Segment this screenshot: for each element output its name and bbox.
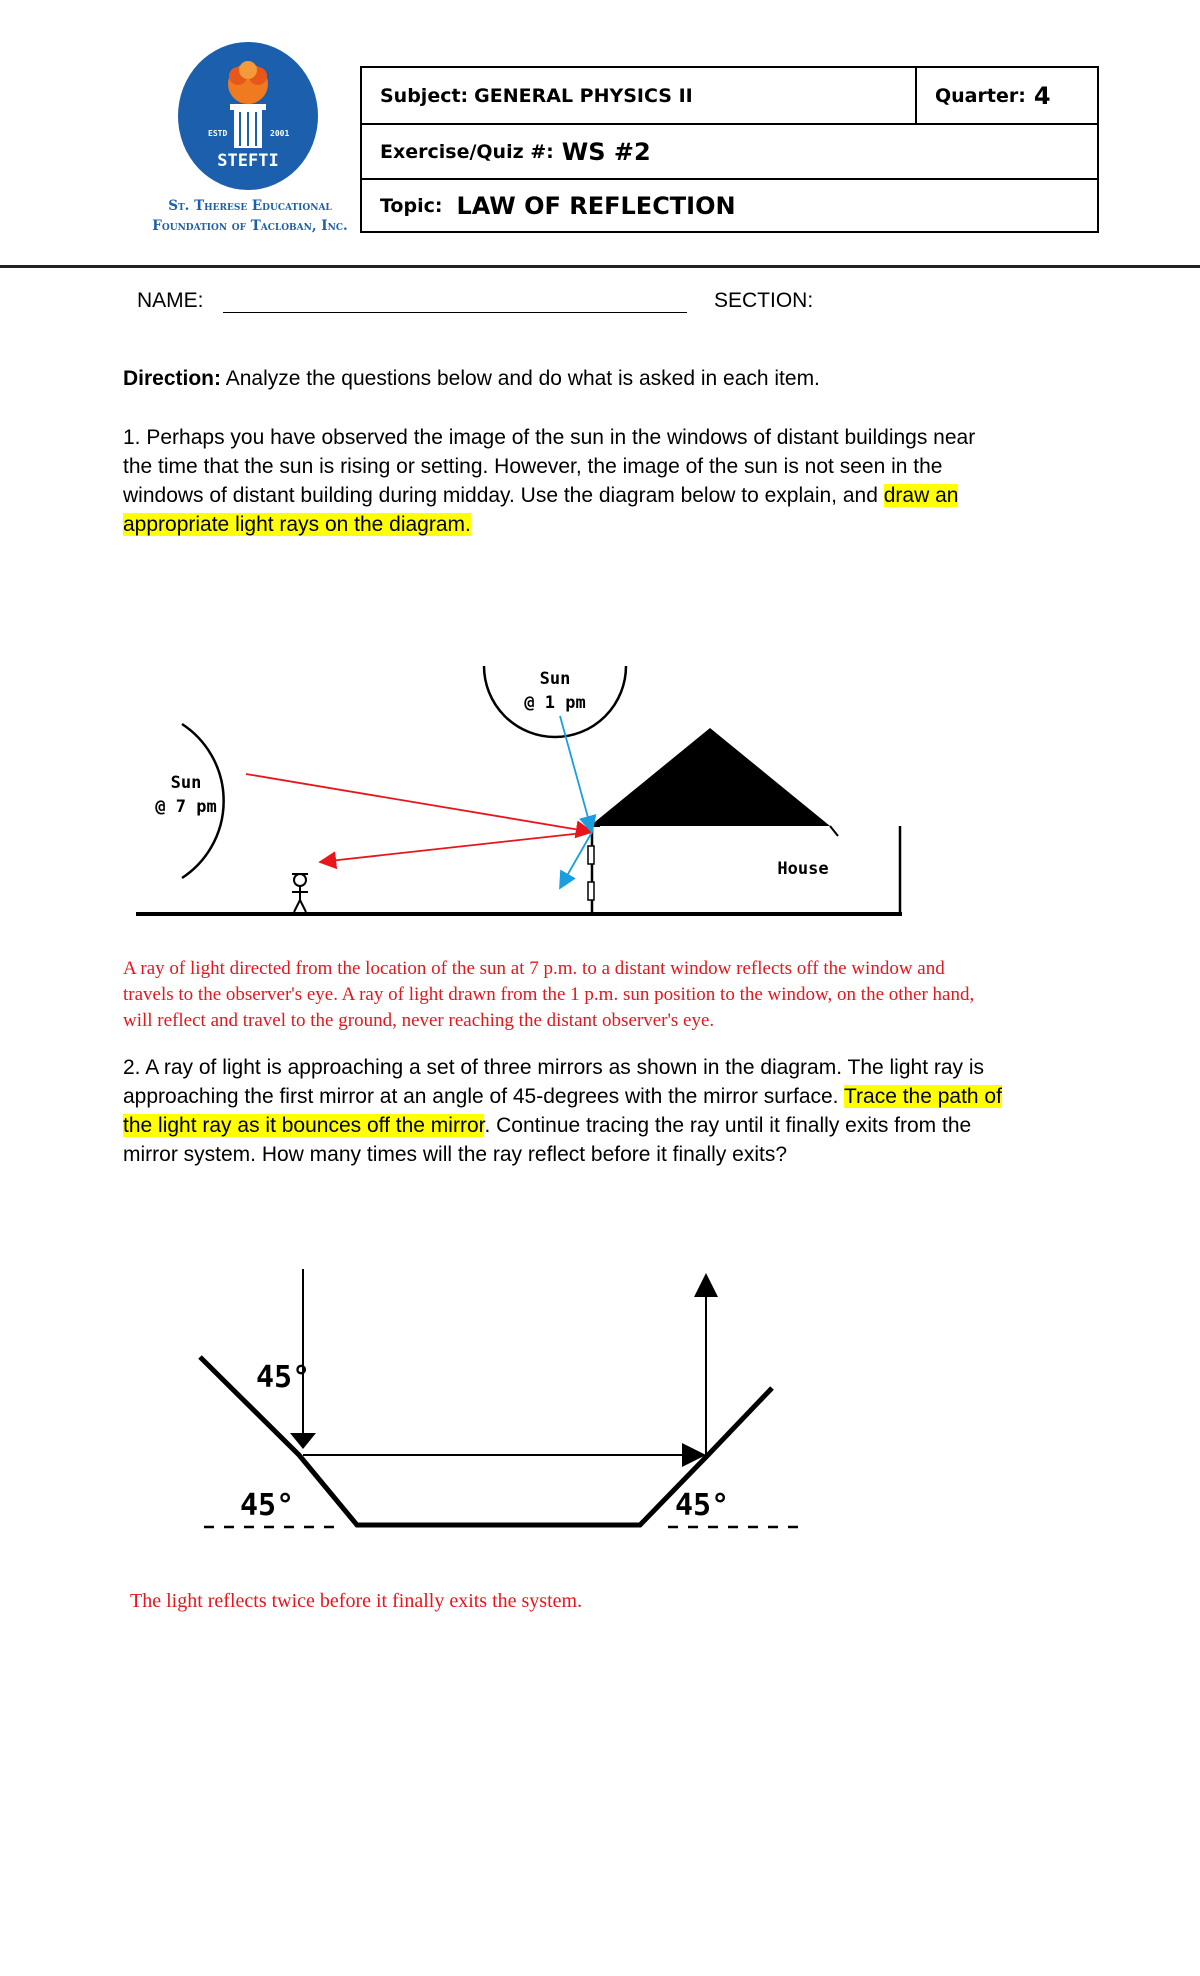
- angle-label-top-left: 45°: [256, 1360, 311, 1395]
- q2-line1: 2. A ray of light is approaching a set of three mirrors as shown in the diagram. The light ray is: [123, 1056, 985, 1079]
- school-name-line2: Foundation of Tacloban, Inc.: [152, 218, 348, 234]
- school-logo: [178, 42, 318, 190]
- q1-line4: [123, 510, 975, 539]
- school-name: [100, 196, 400, 236]
- ray-7pm-incident: [246, 774, 592, 832]
- section-label: SECTION:: [714, 289, 814, 312]
- topic-cell: [362, 180, 1097, 231]
- quarter-value: 4: [1033, 81, 1051, 110]
- question-2: [123, 1053, 1002, 1169]
- q2-line3: [123, 1111, 1002, 1140]
- window-lower: [588, 882, 594, 900]
- q1-answer-line3: will reflect and travel to the ground, never reaching the distant observer's eye.: [123, 1010, 715, 1031]
- house-label: House: [777, 859, 829, 879]
- header-divider: [0, 265, 1200, 268]
- header-row-exercise: [362, 125, 1097, 180]
- q1-line1: 1. Perhaps you have observed the image of the sun in the windows of distant buildings near: [123, 426, 976, 449]
- ray-7pm-reflected: [320, 832, 592, 862]
- q2-highlight-b: the light ray as it bounces off the mirror: [123, 1114, 485, 1137]
- logo-text: STEFTI: [217, 151, 279, 171]
- direction: [123, 364, 820, 393]
- header-row-subject: [362, 68, 1097, 125]
- exercise-cell: [362, 125, 1097, 178]
- quarter-cell: [917, 68, 1097, 123]
- topic-value: LAW OF REFLECTION: [456, 191, 736, 220]
- topic-label: Topic:: [380, 194, 443, 217]
- q1-line2: the time that the sun is rising or setting. However, the image of the sun is not seen in the: [123, 455, 943, 478]
- q1-highlight-b: appropriate light rays on the diagram.: [123, 513, 471, 536]
- sun-7pm-label: Sun: [170, 773, 202, 793]
- ray-1pm-reflected: [560, 832, 592, 888]
- question-1: [123, 423, 975, 539]
- q2-highlight-a: Trace the path of: [843, 1085, 1002, 1108]
- direction-label: Direction:: [123, 367, 222, 390]
- window-upper: [588, 846, 594, 864]
- exercise-value: WS #2: [561, 137, 651, 166]
- torch-icon: [178, 42, 318, 190]
- angle-label-bottom-left: 45°: [240, 1488, 295, 1523]
- q1-answer-line1: A ray of light directed from the location of the sun at 7 p.m. to a distant window reflects off the window and: [123, 958, 945, 979]
- sun-1pm-time: @ 1 pm: [524, 693, 586, 713]
- logo-estd: ESTD: [208, 129, 228, 138]
- subject-value: GENERAL PHYSICS II: [474, 84, 693, 107]
- subject-cell: [362, 68, 917, 123]
- q2-line2: [123, 1082, 1002, 1111]
- angle-label-bottom-right: 45°: [675, 1488, 730, 1523]
- house-roof: [590, 728, 830, 826]
- q1-answer-line2: travels to the observer's eye. A ray of light drawn from the 1 p.m. sun position to the window, on the other hand,: [123, 984, 975, 1005]
- q2-answer: The light reflects twice before it finally exits the system.: [130, 1590, 583, 1612]
- quarter-label: Quarter:: [935, 84, 1026, 107]
- q2-line3-text: . Continue tracing the ray until it finally exits from the: [484, 1114, 972, 1137]
- name-field[interactable]: [223, 312, 687, 313]
- q2-line2-text: approaching the first mirror at an angle of 45-degrees with the mirror surface.: [123, 1085, 844, 1108]
- subject-label: Subject:: [380, 84, 469, 107]
- exercise-label: Exercise/Quiz #:: [380, 140, 554, 163]
- sun-1pm-label: Sun: [539, 669, 571, 689]
- q1-line3: [123, 481, 975, 510]
- q1-answer: [123, 956, 974, 1034]
- header-row-topic: [362, 180, 1097, 231]
- q1-highlight-a: draw an: [883, 484, 959, 507]
- logo-year: 2001: [270, 129, 290, 138]
- header-table: [360, 66, 1099, 233]
- observer-figure: [292, 874, 308, 912]
- diagram-sun-reflection: [120, 650, 920, 930]
- q2-line4: mirror system. How many times will the ray reflect before it finally exits?: [123, 1143, 788, 1166]
- direction-text: Analyze the questions below and do what is asked in each item.: [225, 367, 820, 390]
- diagram-three-mirrors: [190, 1255, 810, 1545]
- school-name-line1: St. Therese Educational: [168, 198, 332, 214]
- sun-7pm-time: @ 7 pm: [155, 797, 217, 817]
- name-label: NAME:: [137, 289, 204, 312]
- q1-line3-text: windows of distant building during midday. Use the diagram below to explain, and: [123, 484, 884, 507]
